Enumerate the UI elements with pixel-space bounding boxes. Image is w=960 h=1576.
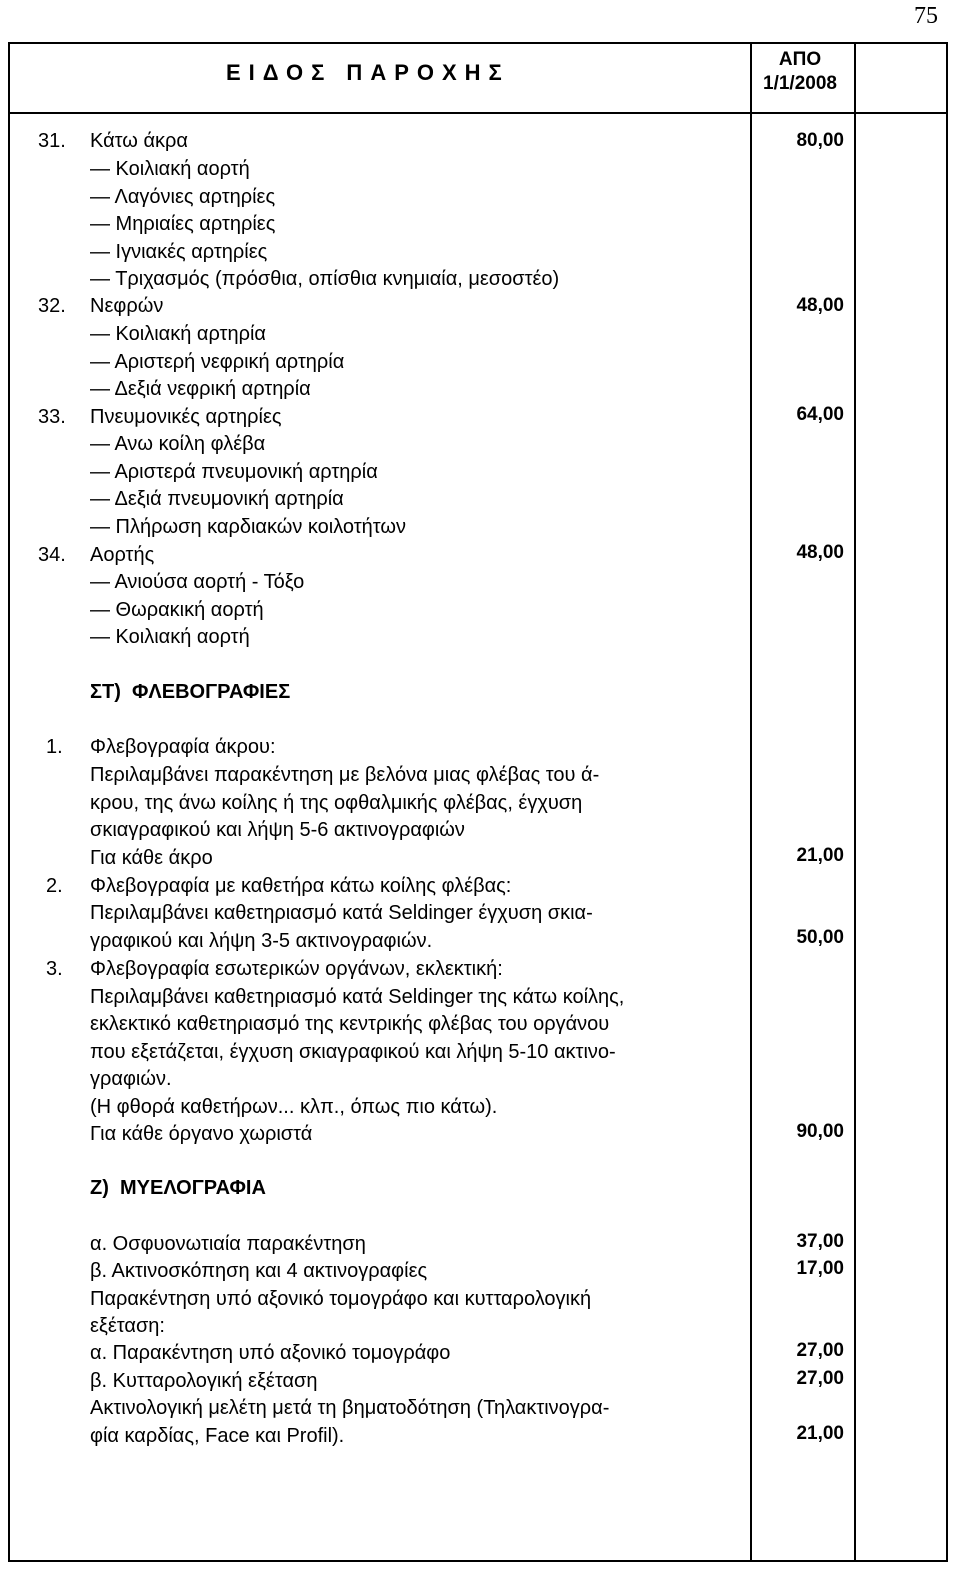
sub-item: — Αριστερή νεφρική αρτηρία [90,351,345,373]
sub-item: — Τριχασμός (πρόσθια, οπίσθια κνημιαία, μεσοστέο) [90,268,560,290]
sub-item: — Δεξιά νεφρική αρτηρία [90,378,311,400]
item-line: Φλεβογραφία εσωτερικών οργάνων, εκλεκτική: [90,958,503,980]
item-line: Φλεβογραφία άκρου: [90,736,276,758]
item-line: Για κάθε άκρο [90,847,213,869]
sub-item: — Θωρακική αορτή [90,599,264,621]
sub-item: — Κοιλιακή αορτή [90,626,250,648]
item-title: Αορτής [90,544,155,566]
item-line: εκλεκτικό καθετηριασμό της κεντρικής φλέβας του οργάνου [90,1013,610,1035]
item-number: 3. [46,958,63,980]
section-heading-z [90,1176,266,1200]
item-line: α. Παρακέντηση υπό αξονικό τομογράφο [90,1342,451,1364]
item-title: Νεφρών [90,295,164,317]
sub-item: — Ανιούσα αορτή - Τόξο [90,571,305,593]
sub-item: — Κοιλιακή αρτηρία [90,323,266,345]
item-price: 27,00 [796,1340,844,1361]
item-number: 1. [46,736,63,758]
item-price: 27,00 [796,1368,844,1389]
column-divider-left [750,42,752,1562]
item-price: 48,00 [796,542,844,563]
item-line: β. Ακτινοσκόπηση και 4 ακτινογραφίες [90,1260,428,1282]
item-line: γραφιών. [90,1068,172,1090]
item-price: 50,00 [796,927,844,948]
header-divider [8,112,948,114]
item-line: Φλεβογραφία με καθετήρα κάτω κοίλης φλέβας: [90,875,512,897]
item-line: γραφικού και λήψη 3-5 ακτινογραφιών. [90,930,433,952]
item-price: 90,00 [796,1121,844,1142]
item-line: Ακτινολογική μελέτη μετά τη βηματοδότηση (Τηλακτινογρα- [90,1397,610,1419]
item-line: α. Οσφυονωτιαία παρακέντηση [90,1233,366,1255]
item-line: κρου, της άνω κοίλης ή της οφθαλμικής φλέβας, έγχυση [90,792,583,814]
header-date-line1: ΑΠΟ [778,49,822,70]
section-title: ΜΥΕΛΟΓΡΑΦΙΑ [120,1177,266,1199]
section-title: ΦΛΕΒΟΓΡΑΦΙΕΣ [132,681,291,703]
sub-item: — Αριστερά πνευμονική αρτηρία [90,461,378,483]
sub-item: — Ιγνιακές αρτηρίες [90,241,268,263]
section-label: ΣΤ) [90,681,121,703]
item-number: 31. [38,130,66,152]
item-title: Πνευμονικές αρτηρίες [90,406,282,428]
item-line: Περιλαμβάνει καθετηριασμό κατά Seldinger έγχυση σκια- [90,902,593,924]
sub-item: — Κοιλιακή αορτή [90,158,250,180]
item-price: 80,00 [796,130,844,151]
section-label: Ζ) [90,1177,109,1199]
item-line: φία καρδίας, Face και Profil). [90,1425,345,1447]
item-line: Για κάθε όργανο χωριστά [90,1123,313,1145]
item-price: 64,00 [796,404,844,425]
header-title: ΕΙΔΟΣ ΠΑΡΟΧΗΣ [226,60,510,85]
header-date [752,48,848,96]
item-line: που εξετάζεται, έγχυση σκιαγραφικού και λήψη 5-10 ακτινο- [90,1041,616,1063]
item-title: Κάτω άκρα [90,130,188,152]
item-number: 32. [38,295,66,317]
item-price: 48,00 [796,295,844,316]
item-line: εξέταση: [90,1315,165,1337]
item-number: 33. [38,406,66,428]
item-line: β. Κυτταρολογική εξέταση [90,1370,318,1392]
column-divider-right [854,42,856,1562]
page-number: 75 [914,3,938,29]
item-price: 37,00 [796,1231,844,1252]
item-line: Περιλαμβάνει παρακέντηση με βελόνα μιας φλέβας του ά- [90,764,600,786]
item-line: Περιλαμβάνει καθετηριασμό κατά Seldinger της κάτω κοίλης, [90,986,625,1008]
item-line: Παρακέντηση υπό αξονικό τομογράφο και κυτταρολογική [90,1288,592,1310]
item-line: σκιαγραφικού και λήψη 5-6 ακτινογραφιών [90,819,465,841]
sub-item: — Πλήρωση καρδιακών κοιλοτήτων [90,516,407,538]
item-number: 2. [46,875,63,897]
item-price: 17,00 [796,1258,844,1279]
item-price: 21,00 [796,1423,844,1444]
header-date-line2: 1/1/2008 [763,73,837,94]
sub-item: — Ανω κοίλη φλέβα [90,433,266,455]
sub-item: — Μηριαίες αρτηρίες [90,213,276,235]
sub-item: — Λαγόνιες αρτηρίες [90,186,276,208]
sub-item: — Δεξιά πνευμονική αρτηρία [90,488,344,510]
section-heading-st [90,680,290,704]
item-line: (Η φθορά καθετήρων... κλπ., όπως πιο κάτω). [90,1096,498,1118]
item-price: 21,00 [796,845,844,866]
item-number: 34. [38,544,66,566]
